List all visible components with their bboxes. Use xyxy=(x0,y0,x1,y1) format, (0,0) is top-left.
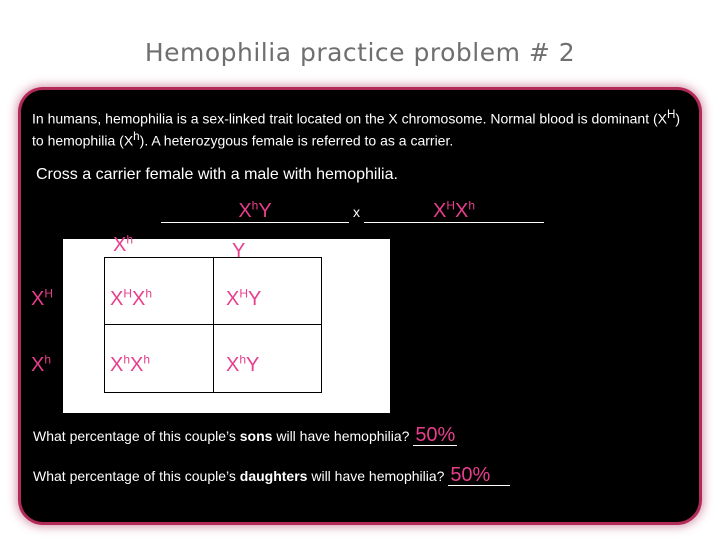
question-text: will have hemophilia? xyxy=(272,428,414,444)
female-b-sup: h xyxy=(468,198,476,213)
intro-text-1: In humans, hemophilia is a sex-linked trait located on the X chromosome. Normal blood is dominant (X xyxy=(32,110,667,127)
intro-text-3: ). A heterozygous female is referred to as a carrier. xyxy=(139,132,454,149)
question-emphasis: sons xyxy=(239,428,273,444)
grid-line xyxy=(104,257,322,258)
cross-line xyxy=(161,200,544,223)
col-header-sup: h xyxy=(126,232,134,247)
punnett-col-header xyxy=(113,234,133,256)
punnett-cell xyxy=(110,354,150,376)
female-genotype-blank xyxy=(364,200,544,223)
grid-line xyxy=(104,392,322,393)
male-sup: h xyxy=(251,198,259,213)
punnett-cell xyxy=(226,354,259,376)
cell-allele: Y xyxy=(248,288,262,310)
cell-allele: X xyxy=(130,354,144,376)
answer-daughters: 50% xyxy=(448,465,510,486)
cell-allele: X xyxy=(110,288,124,310)
cell-allele: X xyxy=(226,354,240,376)
punnett-col-header xyxy=(232,240,245,262)
grid-line xyxy=(321,257,322,393)
question-text: What percentage of this couple’s xyxy=(33,428,240,444)
grid-line xyxy=(104,257,105,393)
question-emphasis: daughters xyxy=(239,468,308,484)
grid-line xyxy=(213,257,214,393)
female-a-base: X xyxy=(432,200,447,222)
row-header-base: X xyxy=(31,288,45,310)
problem-intro xyxy=(32,106,687,149)
male-tail: Y xyxy=(258,200,272,222)
answer-sons: 50% xyxy=(415,424,456,446)
row-header-base: X xyxy=(31,354,45,376)
col-header-base: Y xyxy=(232,240,246,262)
intro-sup-dominant: H xyxy=(666,108,676,121)
question-text: will have hemophilia? xyxy=(307,468,449,484)
cell-sup: h xyxy=(145,286,153,301)
cell-sup: h xyxy=(239,352,247,367)
cell-sup: H xyxy=(123,286,133,301)
slide-title: Hemophilia practice problem # 2 xyxy=(144,38,576,67)
cell-sup: h xyxy=(123,352,131,367)
cell-sup: h xyxy=(143,352,151,367)
grid-line xyxy=(104,324,322,325)
female-genotype xyxy=(433,200,475,222)
male-genotype xyxy=(238,200,271,222)
punnett-cell xyxy=(110,288,152,310)
male-genotype-blank xyxy=(161,200,349,223)
female-a-sup: H xyxy=(446,198,455,213)
col-header-base: X xyxy=(113,234,127,256)
problem-panel xyxy=(21,90,699,522)
problem-task: Cross a carrier female with a male with hemophilia. xyxy=(36,166,398,183)
row-header-sup: h xyxy=(44,352,52,367)
question-daughters xyxy=(33,465,510,486)
cell-allele: X xyxy=(226,288,240,310)
female-b-base: X xyxy=(454,200,469,222)
cell-sup: H xyxy=(239,286,249,301)
punnett-square xyxy=(63,239,390,413)
row-header-sup: H xyxy=(44,286,54,301)
punnett-cell xyxy=(226,288,261,310)
question-text: What percentage of this couple’s xyxy=(33,468,240,484)
cross-separator: x xyxy=(353,204,360,220)
punnett-row-header xyxy=(31,288,53,310)
intro-text-2: ) to hemophilia (X xyxy=(32,110,681,149)
question-sons xyxy=(33,425,457,446)
cell-allele: X xyxy=(110,354,124,376)
intro-sup-recessive: h xyxy=(133,129,140,143)
male-base: X xyxy=(238,200,252,222)
cell-allele: Y xyxy=(246,354,260,376)
cell-allele: X xyxy=(132,288,146,310)
punnett-row-header xyxy=(31,354,51,376)
